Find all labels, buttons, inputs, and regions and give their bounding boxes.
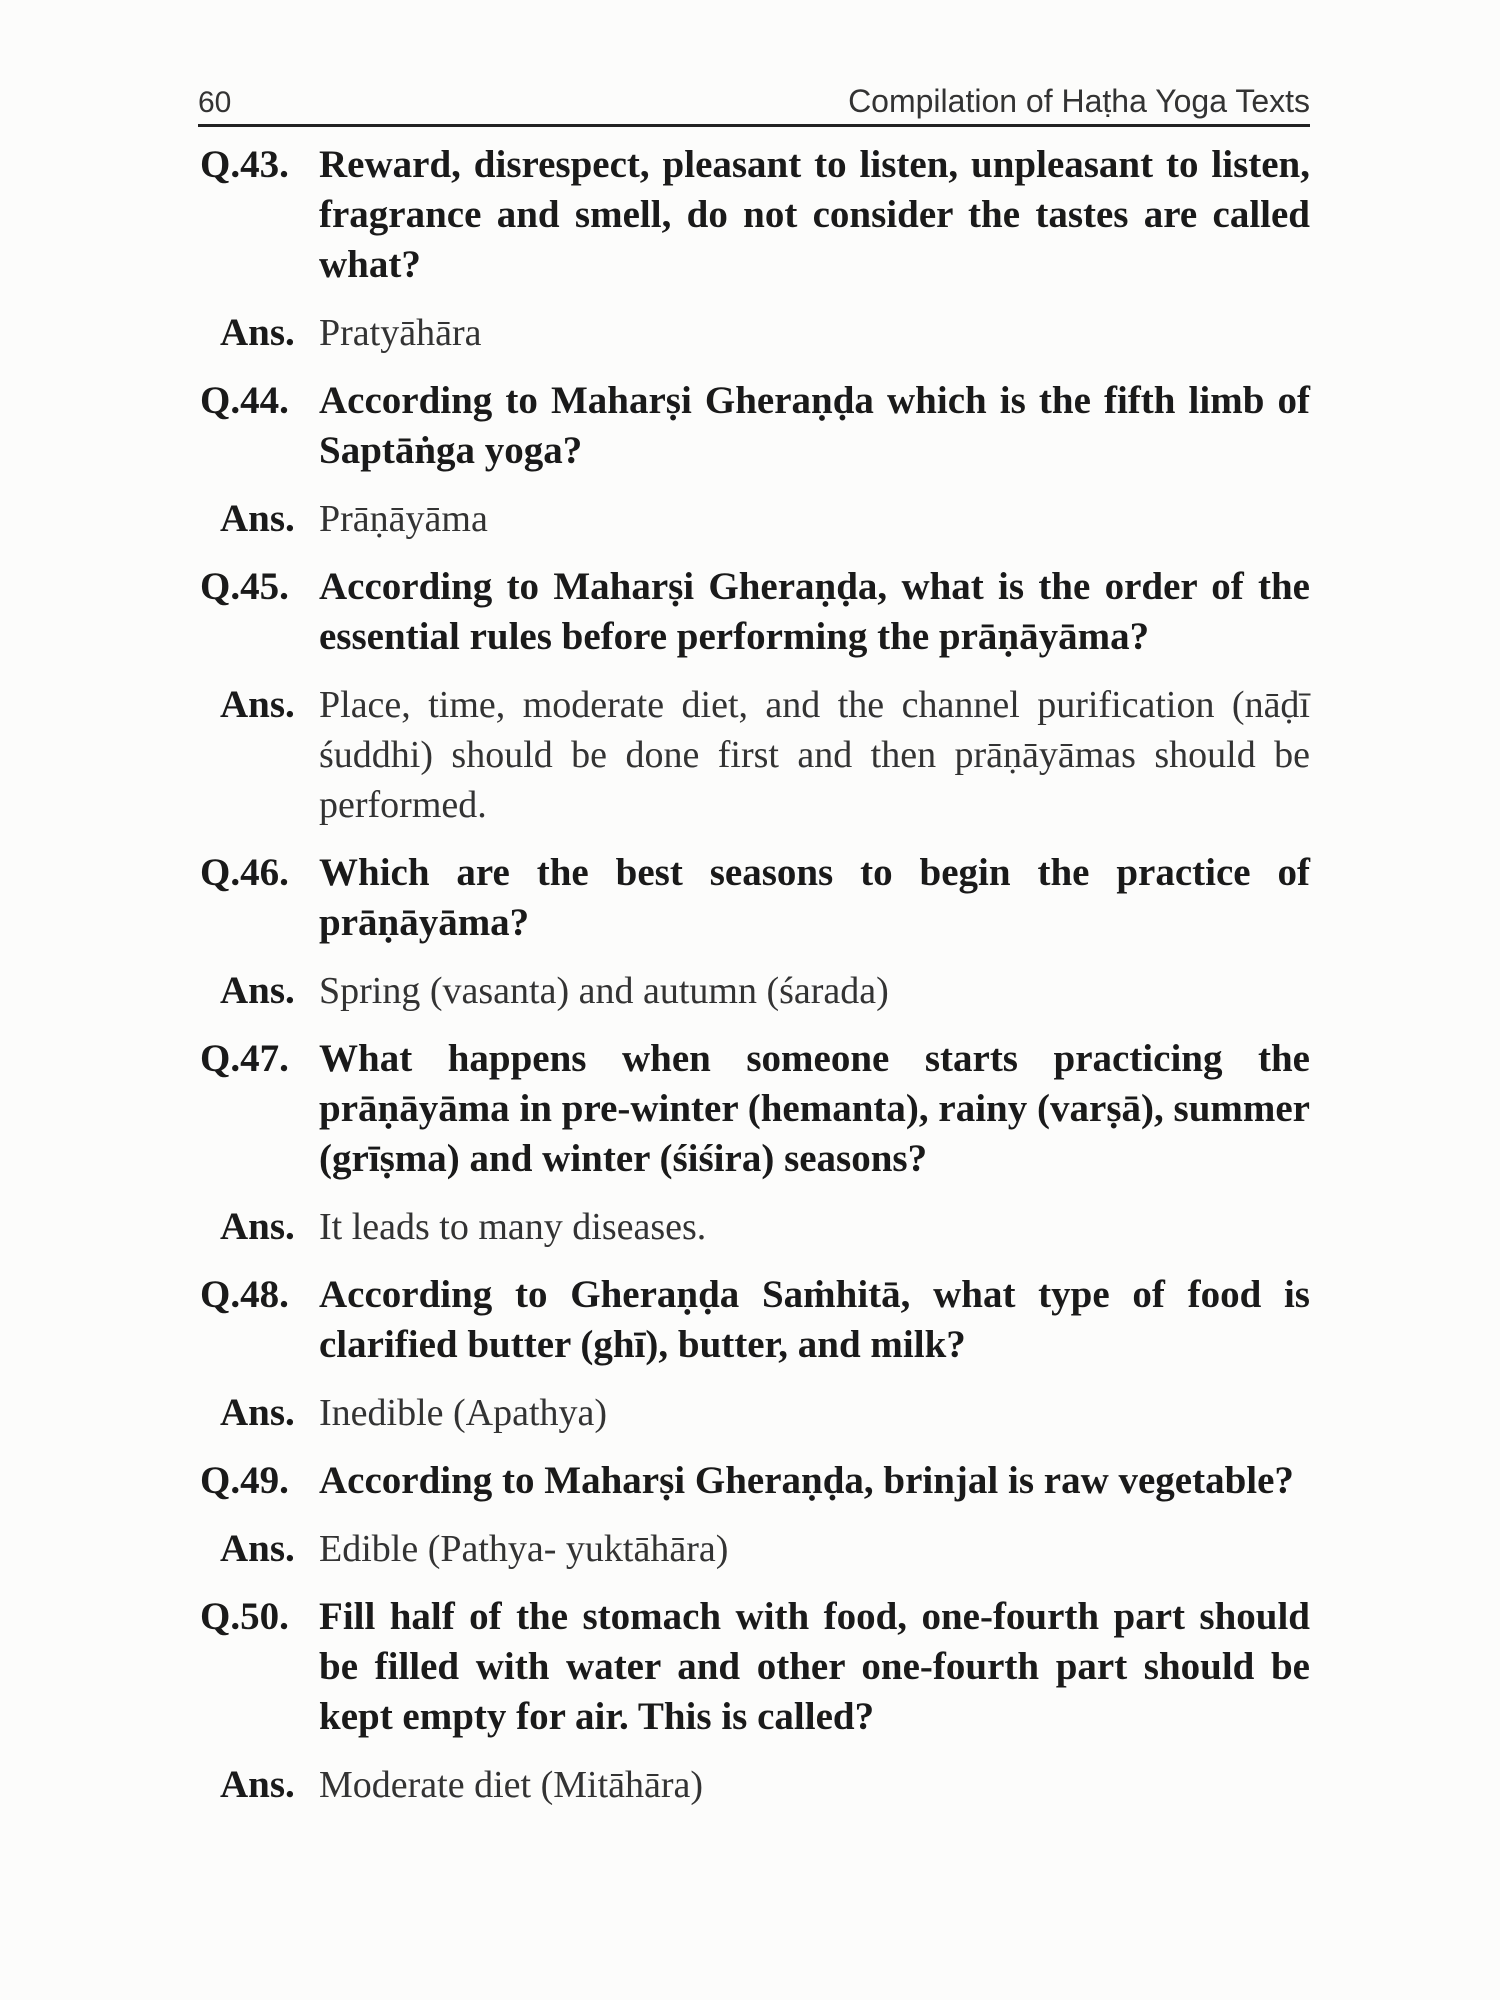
answer-46: [200, 966, 1310, 1016]
question-label: Q.46.: [200, 851, 289, 894]
question-48: [200, 1270, 1310, 1370]
answer-label: Ans.: [220, 969, 295, 1012]
answer-text: Moderate diet (Mitāhāra): [319, 1764, 704, 1806]
running-title: Compilation of Haṭha Yoga Texts: [848, 83, 1310, 119]
question-label: Q.43.: [200, 143, 289, 186]
answer-label: Ans.: [220, 683, 295, 726]
answer-47: [200, 1202, 1310, 1252]
qa-list: [200, 140, 1310, 1810]
answer-48: [200, 1388, 1310, 1438]
answer-49: [200, 1524, 1310, 1574]
question-50: [200, 1592, 1310, 1742]
answer-text: Pratyāhāra: [319, 312, 482, 354]
answer-44: [200, 494, 1310, 544]
answer-label: Ans.: [220, 1205, 295, 1248]
question-47: [200, 1034, 1310, 1184]
question-49: [200, 1456, 1310, 1506]
answer-text: Inedible (Apathya): [319, 1392, 608, 1434]
answer-label: Ans.: [220, 497, 295, 540]
question-text: According to Maharṣi Gheraṇḍa, what is the order of the essential rules before performing the prāṇāyāma?: [319, 565, 1310, 658]
question-text: Which are the best seasons to begin the practice of prāṇāyāma?: [319, 851, 1310, 944]
question-label: Q.45.: [200, 565, 289, 608]
question-44: [200, 376, 1310, 476]
question-46: [200, 848, 1310, 948]
answer-text: Spring (vasanta) and autumn (śarada): [319, 970, 889, 1012]
question-text: According to Maharṣi Gheraṇḍa which is the fifth limb of Saptāṅga yoga?: [319, 379, 1310, 472]
question-45: [200, 562, 1310, 662]
answer-label: Ans.: [220, 1391, 295, 1434]
page-number: 60: [198, 86, 232, 119]
answer-43: [200, 308, 1310, 358]
answer-text: It leads to many diseases.: [319, 1206, 707, 1248]
answer-45: [200, 680, 1310, 830]
answer-text: Edible (Pathya- yuktāhāra): [319, 1528, 729, 1570]
question-text: According to Gheraṇḍa Saṁhitā, what type of food is clarified butter (ghī), butter, and milk?: [319, 1273, 1310, 1366]
answer-text: Prāṇāyāma: [319, 498, 488, 540]
question-43: [200, 140, 1310, 290]
page-header: [198, 80, 1310, 127]
question-label: Q.47.: [200, 1037, 289, 1080]
question-text: Reward, disrespect, pleasant to listen, unpleasant to listen, fragrance and smell, do not consider the tastes are called what?: [319, 143, 1310, 286]
question-text: According to Maharṣi Gheraṇḍa, brinjal is raw vegetable?: [319, 1459, 1294, 1502]
question-label: Q.49.: [200, 1459, 289, 1502]
answer-text: Place, time, moderate diet, and the channel purification (nāḍī śuddhi) should be done first and then prāṇāyāmas should be performed.: [319, 684, 1310, 826]
answer-label: Ans.: [220, 1527, 295, 1570]
answer-50: [200, 1760, 1310, 1810]
question-label: Q.48.: [200, 1273, 289, 1316]
question-text: Fill half of the stomach with food, one-fourth part should be filled with water and other one-fourth part should be kept empty for air. This is called?: [319, 1595, 1310, 1738]
question-text: What happens when someone starts practicing the prāṇāyāma in pre-winter (hemanta), rainy (varṣā), summer (grīṣma) and winter (śiśira) seasons?: [319, 1037, 1310, 1180]
answer-label: Ans.: [220, 1763, 295, 1806]
question-label: Q.44.: [200, 379, 289, 422]
question-label: Q.50.: [200, 1595, 289, 1638]
answer-label: Ans.: [220, 311, 295, 354]
